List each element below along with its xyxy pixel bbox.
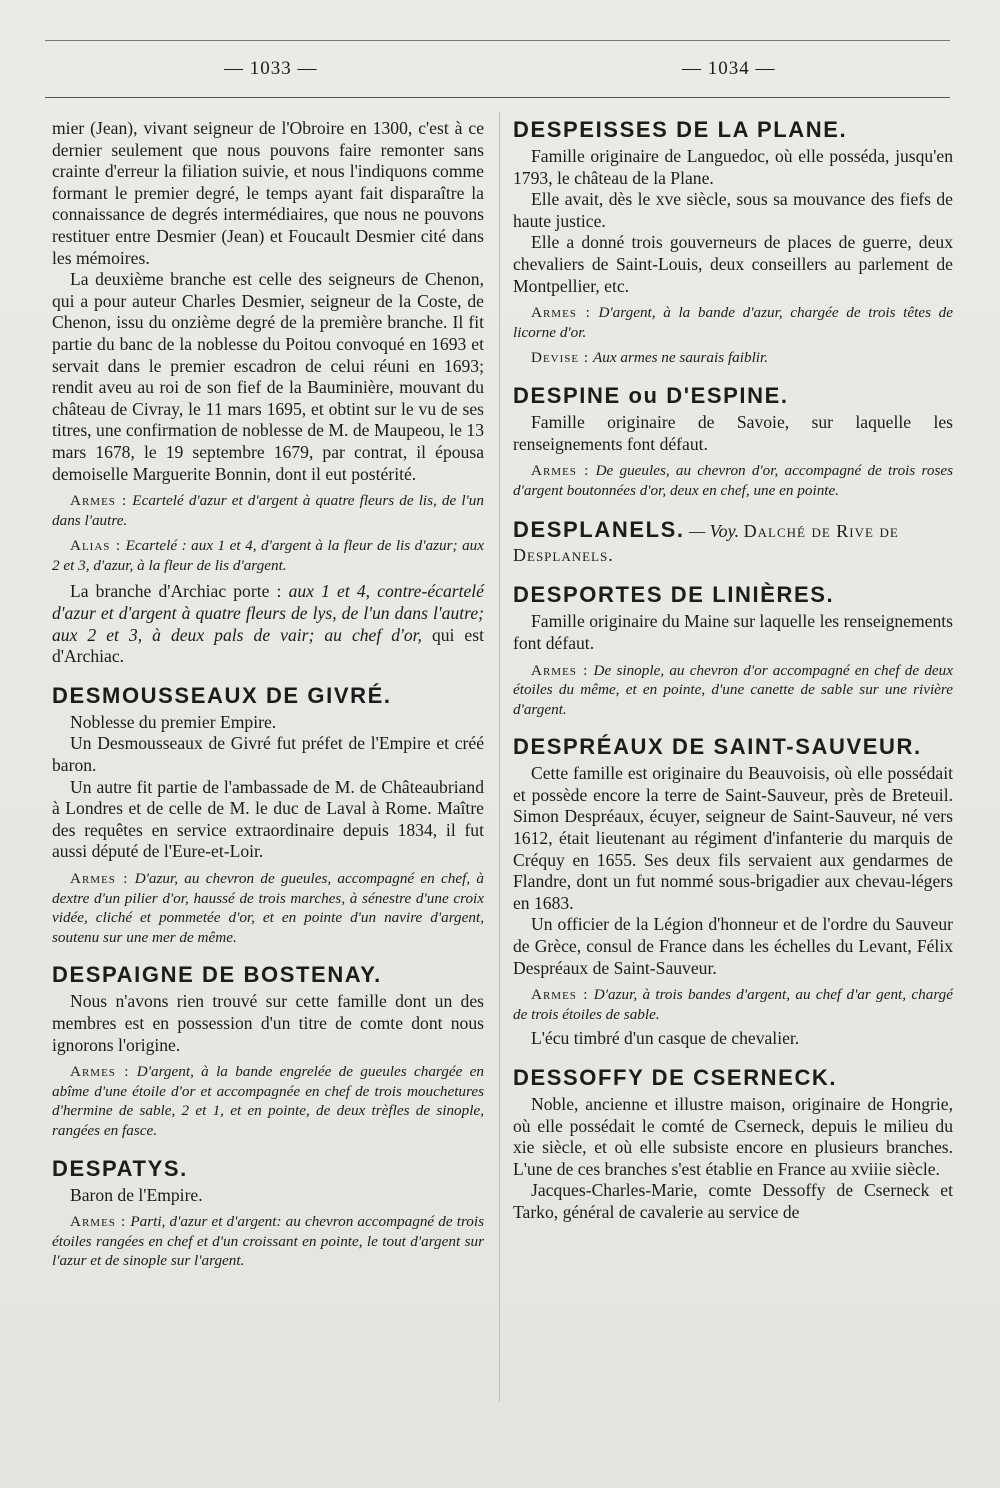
archiac-blazon: aux 1 et 4, contre-écartelé d'azur et d'argent à quatre fleurs de lys, de l'un dans l'autre; aux 2 et 3, à deux pals de vair; au chef d'or, (52, 581, 484, 645)
paragraph: L'écu timbré d'un casque de chevalier. (531, 1028, 800, 1049)
entry-heading-despatys: DESPATYS. (52, 1155, 188, 1181)
archiac-intro: La branche d'Archiac porte : (70, 581, 282, 602)
left-page-number: — 1033 — (224, 58, 318, 79)
arms-label: Armes : (531, 986, 589, 1004)
paragraph: Nous n'avons rien trouvé sur cette famille dont un des membres est en possession d'un titre de comte dont nous ignorons l'origine. (52, 991, 484, 1055)
arms-label: Armes : (531, 462, 590, 480)
cross-reference-target: Dalché de Rive de Desplanels. (513, 521, 899, 566)
arms-text: D'azur, au chevron de gueules, accompagné en chef, à dextre d'un pilier d'or, haussé de trois marches, à sénestre d'une croix vidée, cliché et pommetée d'or, et en pointe d'un navire d'argent, soutenu sur une mer de même. (52, 870, 484, 946)
archiac-paragraph (52, 581, 484, 667)
archiac-end: qui est d'Archiac. (52, 624, 484, 667)
entry-heading-dessoffy: DESSOFFY DE CSERNECK. (513, 1065, 838, 1090)
paragraph: Un autre fit partie de l'ambassade de M. de Châteaubriand à Londres et de celle de M. le duc de Laval à Rome. Maître des requêtes en service extraordinaire depuis 1834, il fut aussi député de l'Eure-et-Loir. (52, 776, 484, 862)
paragraph: mier (Jean), vivant seigneur de l'Obroire en 1300, c'est à ce dernier seulement que nous pouvons faire remonter sans crainte d'erreur la filiation suivie, et nous l'indiquons comme formant le premier degré, le temps ayant fait disparaître la connaissance de degrés intermédiaires, que nous ne pouvons restituer entre Desmier (Jean) et Foucault Desmier cité dans les mémoires. (52, 118, 484, 268)
paragraph: Elle avait, dès le xve siècle, sous sa mouvance des fiefs de haute justice. (513, 189, 953, 231)
paragraph: Elle a donné trois gouverneurs de places de guerre, deux chevaliers de Saint-Louis, deux conseillers au parlement de Montpellier, etc. (513, 232, 953, 296)
devise-text: Aux armes ne saurais faiblir. (592, 349, 769, 367)
arms-label: Armes : (531, 304, 591, 322)
paragraph: Famille originaire de Savoie, sur laquelle les renseignements font défaut. (513, 411, 953, 454)
entry-heading-despaigne: DESPAIGNE DE BOSTENAY. (52, 962, 382, 988)
paragraph: Jacques-Charles-Marie, comte Dessoffy de Cserneck et Tarko, général de cavalerie au service de (513, 1180, 953, 1222)
header-rule (45, 97, 950, 98)
devise-entry (513, 348, 953, 368)
arms-entry (52, 869, 484, 947)
paragraph: Un officier de la Légion d'honneur et de l'ordre du Sauveur de Grèce, consul de France dans les échelles du Levant, Félix Despréaux de Saint-Sauveur. (513, 914, 953, 978)
paragraph: Cette famille est originaire du Beauvoisis, où elle possédait et possède encore la terre de Saint-Sauveur, près de Breteuil. Simon Despréaux, écuyer, seigneur de Saint-Sauveur, né vers 1612, était lieutenant au régiment d'infanterie du marquis de Créquy en 1655. Ses deux fils servaient aux gendarmes de Flandre, dont un fut nommé sous-brigadier aux chevau-légers en 1683. (513, 763, 953, 913)
entry-heading-despreaux: DESPRÉAUX DE SAINT-SAUVEUR. (513, 734, 922, 760)
right-page-number: — 1034 — (682, 58, 776, 79)
arms-entry (513, 661, 953, 720)
arms-entry (513, 985, 953, 1024)
paragraph: Un Desmousseaux de Givré fut préfet de l'Empire et créé baron. (52, 733, 484, 776)
arms-label: Armes : (531, 661, 589, 679)
arms-text: Parti, d'azur et d'argent: au chevron accompagné de trois étoiles rangées en chef et d'un croissant en pointe, le tout d'argent sur l'azur et de sinople sur l'argent. (52, 1213, 485, 1270)
alias-label: Alias : (70, 537, 122, 555)
entry-heading-despeisses: DESPEISSES DE LA PLANE. (513, 117, 848, 142)
see-also-label: — Voy. (689, 521, 740, 542)
alias-text: Ecartelé : aux 1 et 4, d'argent à la fleur de lis d'azur; aux 2 et 3, d'azur, à la fleur de lis d'argent. (52, 537, 485, 574)
arms-text: De gueules, au chevron d'or, accompagné de trois roses d'argent boutonnées d'or, deux en chef, une en pointe. (513, 462, 954, 499)
right-column (513, 118, 953, 1224)
arms-text: De sinople, au chevron d'or accompagné en chef de deux étoiles du même, et en pointe, d'une canette de sable sur une rivière d'argent. (513, 661, 953, 718)
column-divider (499, 112, 500, 1402)
arms-text: D'azur, à trois bandes d'argent, au chef d'ar gent, chargé de trois étoiles de sable. (513, 986, 954, 1023)
entry-heading-desportes: DESPORTES DE LINIÈRES. (513, 582, 835, 608)
arms-label: Armes : (70, 870, 129, 887)
cross-reference-entry (513, 518, 953, 567)
arms-label: Armes : (70, 492, 128, 510)
paragraph: Famille originaire du Maine sur laquelle les renseignements font défaut. (513, 611, 953, 653)
arms-text: Ecartelé d'azur et d'argent à quatre fleurs de lis, de l'un dans l'autre. (52, 492, 484, 529)
top-rule (45, 40, 950, 41)
devise-label: Devise : (531, 349, 590, 367)
arms-text: D'argent, à la bande d'azur, chargée de trois têtes de licorne d'or. (513, 304, 953, 341)
arms-entry (52, 1062, 484, 1140)
entry-heading-despine: DESPINE ou D'ESPINE. (513, 382, 789, 408)
paragraph: Noble, ancienne et illustre maison, originaire de Hongrie, où elle possédait le comté de Cserneck, depuis le milieu du xie siècle, et où elle subsiste encore en plusieurs branches. L'une de ces branches s'est établie en France au xviiie siècle. (513, 1094, 953, 1179)
arms-label: Armes : (70, 1063, 130, 1081)
arms-text: D'argent, à la bande engrelée de gueules chargée en abîme d'une étoile d'or et accompagnée en chef de trois mouchetures d'hermine de sable, 2 et 1, et en pointe, de deux trèfles de sinople, rangées en fasce. (52, 1063, 484, 1139)
arms-entry (513, 461, 953, 500)
arms-entry (513, 303, 953, 342)
alias-entry (52, 536, 484, 575)
left-column (52, 118, 484, 1275)
arms-entry (52, 491, 484, 530)
paragraph: Famille originaire de Languedoc, où elle posséda, jusqu'en 1793, le château de la Plane. (513, 146, 953, 188)
entry-heading-desmousseaux: DESMOUSSEAUX DE GIVRÉ. (52, 682, 392, 708)
paragraph: La deuxième branche est celle des seigneurs de Chenon, qui a pour auteur Charles Desmier, seigneur de la Coste, de Chenon, issu du onzième degré de la première branche. Il fit partie du banc de la noblesse du Poitou convoqué en 1693 et servait dans le premier escadron de celui réuni en 1693; rendit aveu au roi de son fief de la Bauminière, mouvant du château de Civray, le 11 mars 1695, et obtint sur le vu de ses titres, une confirmation de noblesse de M. de Maupeou, le 13 mars 1678, le 19 septembre 1679, par contrat, il épousa demoiselle Marguerite Bonnin, dont il eut postérité. (52, 269, 484, 484)
paragraph: Baron de l'Empire. (70, 1184, 203, 1205)
arms-entry (52, 1212, 484, 1271)
entry-heading-desplanels: DESPLANELS. (513, 517, 685, 543)
arms-label: Armes : (70, 1213, 127, 1231)
paragraph: Noblesse du premier Empire. (70, 711, 277, 732)
